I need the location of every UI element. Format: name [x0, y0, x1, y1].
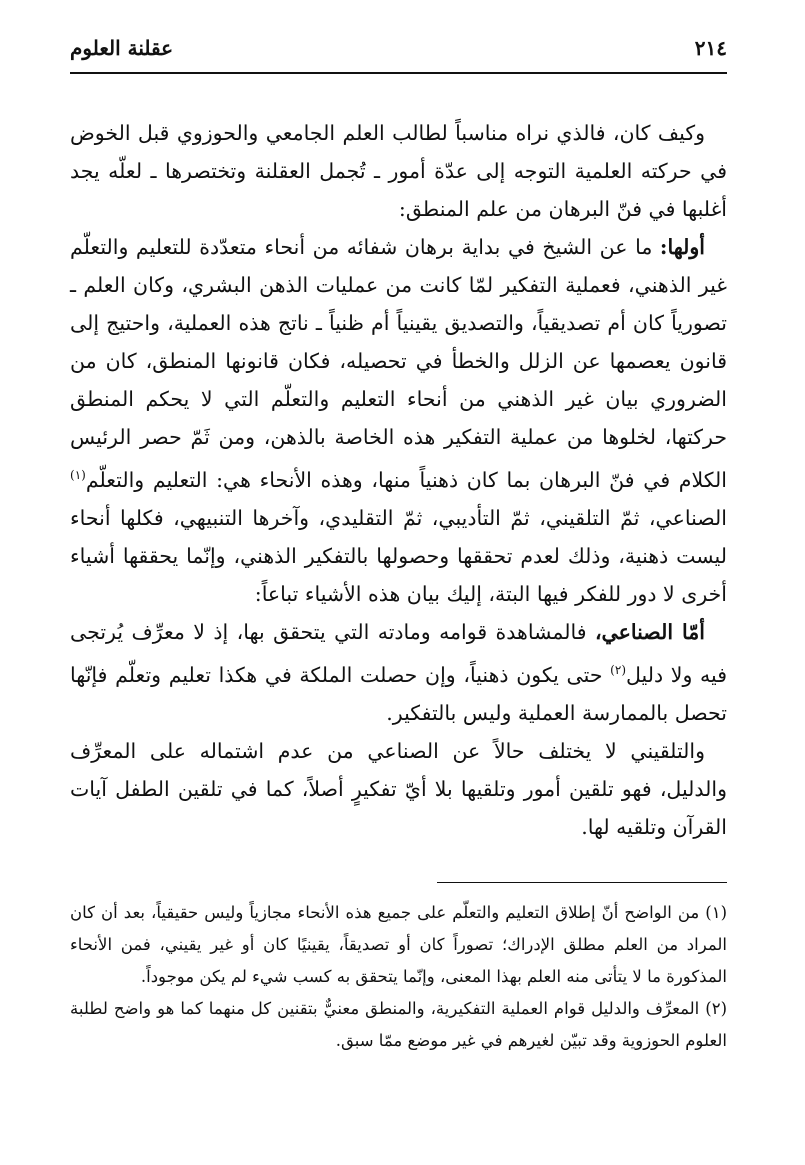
paragraph [70, 228, 727, 613]
paragraph-lead: أمّا الصناعي، [594, 619, 705, 644]
footnote [70, 897, 727, 993]
footnote-text: المعرِّف والدليل قوام العملية التفكيرية، والمنطق معنيٌّ بتقنين كل منهما كما هو واضح لطلبة العلوم الحوزوية وقد تبيّن لغيرهم في غير موضع ممّا سبق. [70, 998, 727, 1050]
footnote-mark: (١) [705, 902, 727, 922]
paragraph [70, 613, 727, 732]
paragraph-text: ما عن الشيخ في بداية برهان شفائه من أنحاء متعدّدة للتعليم والتعلّم غير الذهني، فعملية التفكير لمّا كانت من عمليات الذهن البشري، وكان العلم ـ تصورياً كان أم تصديقياً، والتصديق يقينياً أم ظنياً ـ ناتج هذه العملية، واحتيج إلى قانون يعصمها عن الزلل والخطأ في تحصيله، فكان قانونها المنطق، كان من الضروري بيان غير الذهني من أنحاء التعليم والتعلّم التي لا يحكم المنطق حركتها، لخلوها من عملية التفكير هذه الخاصة بالذهن، ومن ثَمّ حصر الرئيس الكلام في فنّ البرهان بما كان ذهنياً منها، وهذه الأنحاء هي: التعليم والتعلّم [70, 235, 727, 492]
running-title: عقلنة العلوم [70, 36, 174, 60]
header-rule [70, 72, 727, 74]
footnotes [70, 897, 727, 1057]
footnote [70, 993, 727, 1057]
paragraph-lead: أولها: [659, 235, 705, 259]
paragraph-text: الصناعي، ثمّ التلقيني، ثمّ التأديبي، ثمّ التقليدي، وآخرها التنبيهي، فكلها أنحاء ليست ذهنية، وذلك لعدم تحققها وحصولها بالتفكير الذهني، وإنّما يحققها أشياء أخرى لا دور للفكر فيها البتة، إليك بيان هذه الأشياء تباعاً: [70, 505, 727, 606]
page-header [70, 30, 727, 66]
paragraph-text: وكيف كان، فالذي نراه مناسباً لطالب العلم الجامعي والحوزوي قبل الخوض في حركته العلمية التوجه إلى عدّة أمور ـ تُجمل العقلنة وتختصرها ـ لعلّه يجد أغلبها في فنّ البرهان من علم المنطق: [70, 121, 727, 221]
footnote-ref[interactable]: (٢) [610, 662, 626, 677]
footnote-text: من الواضح أنّ إطلاق التعليم والتعلّم على جميع هذه الأنحاء مجازياً وليس حقيقياً، بعد أن كان المراد من العلم مطلق الإدراك؛ تصوراً كان أو تصديقاً، يقينيًا كان أو غير يقيني، فمن الأنحاء المذكورة ما لا يتأتى منه العلم بهذا المعنى، وإنّما يتحقق به كسب شيء لم يكن موجوداً. [70, 902, 727, 986]
paragraph [70, 732, 727, 846]
paragraph-text: فالمشاهدة قوامه ومادته التي يتحقق بها، إذ لا معرِّف يُرتجى فيه ولا دليل [70, 619, 728, 687]
main-text [70, 114, 727, 846]
footnote-rule [437, 882, 727, 883]
paragraph-text: والتلقيني لا يختلف حالاً عن الصناعي من عدم اشتماله على المعرِّف والدليل، فهو تلقين أمور وتلقيها بلا أيّ تفكيرٍ أصلاً، كما في تلقين الطفل آيات القرآن وتلقيه لها. [70, 738, 727, 839]
footnote-mark: (٢) [705, 998, 727, 1018]
footnote-ref[interactable]: (١) [70, 468, 86, 482]
paragraph-text: حتى يكون ذهنياً، وإن حصلت الملكة في هكذا تعليم وتعلّم فإنّها تحصل بالممارسة العملية وليس بالتفكير. [70, 662, 727, 725]
page-number: ٢١٤ [694, 36, 727, 60]
paragraph [70, 114, 727, 228]
